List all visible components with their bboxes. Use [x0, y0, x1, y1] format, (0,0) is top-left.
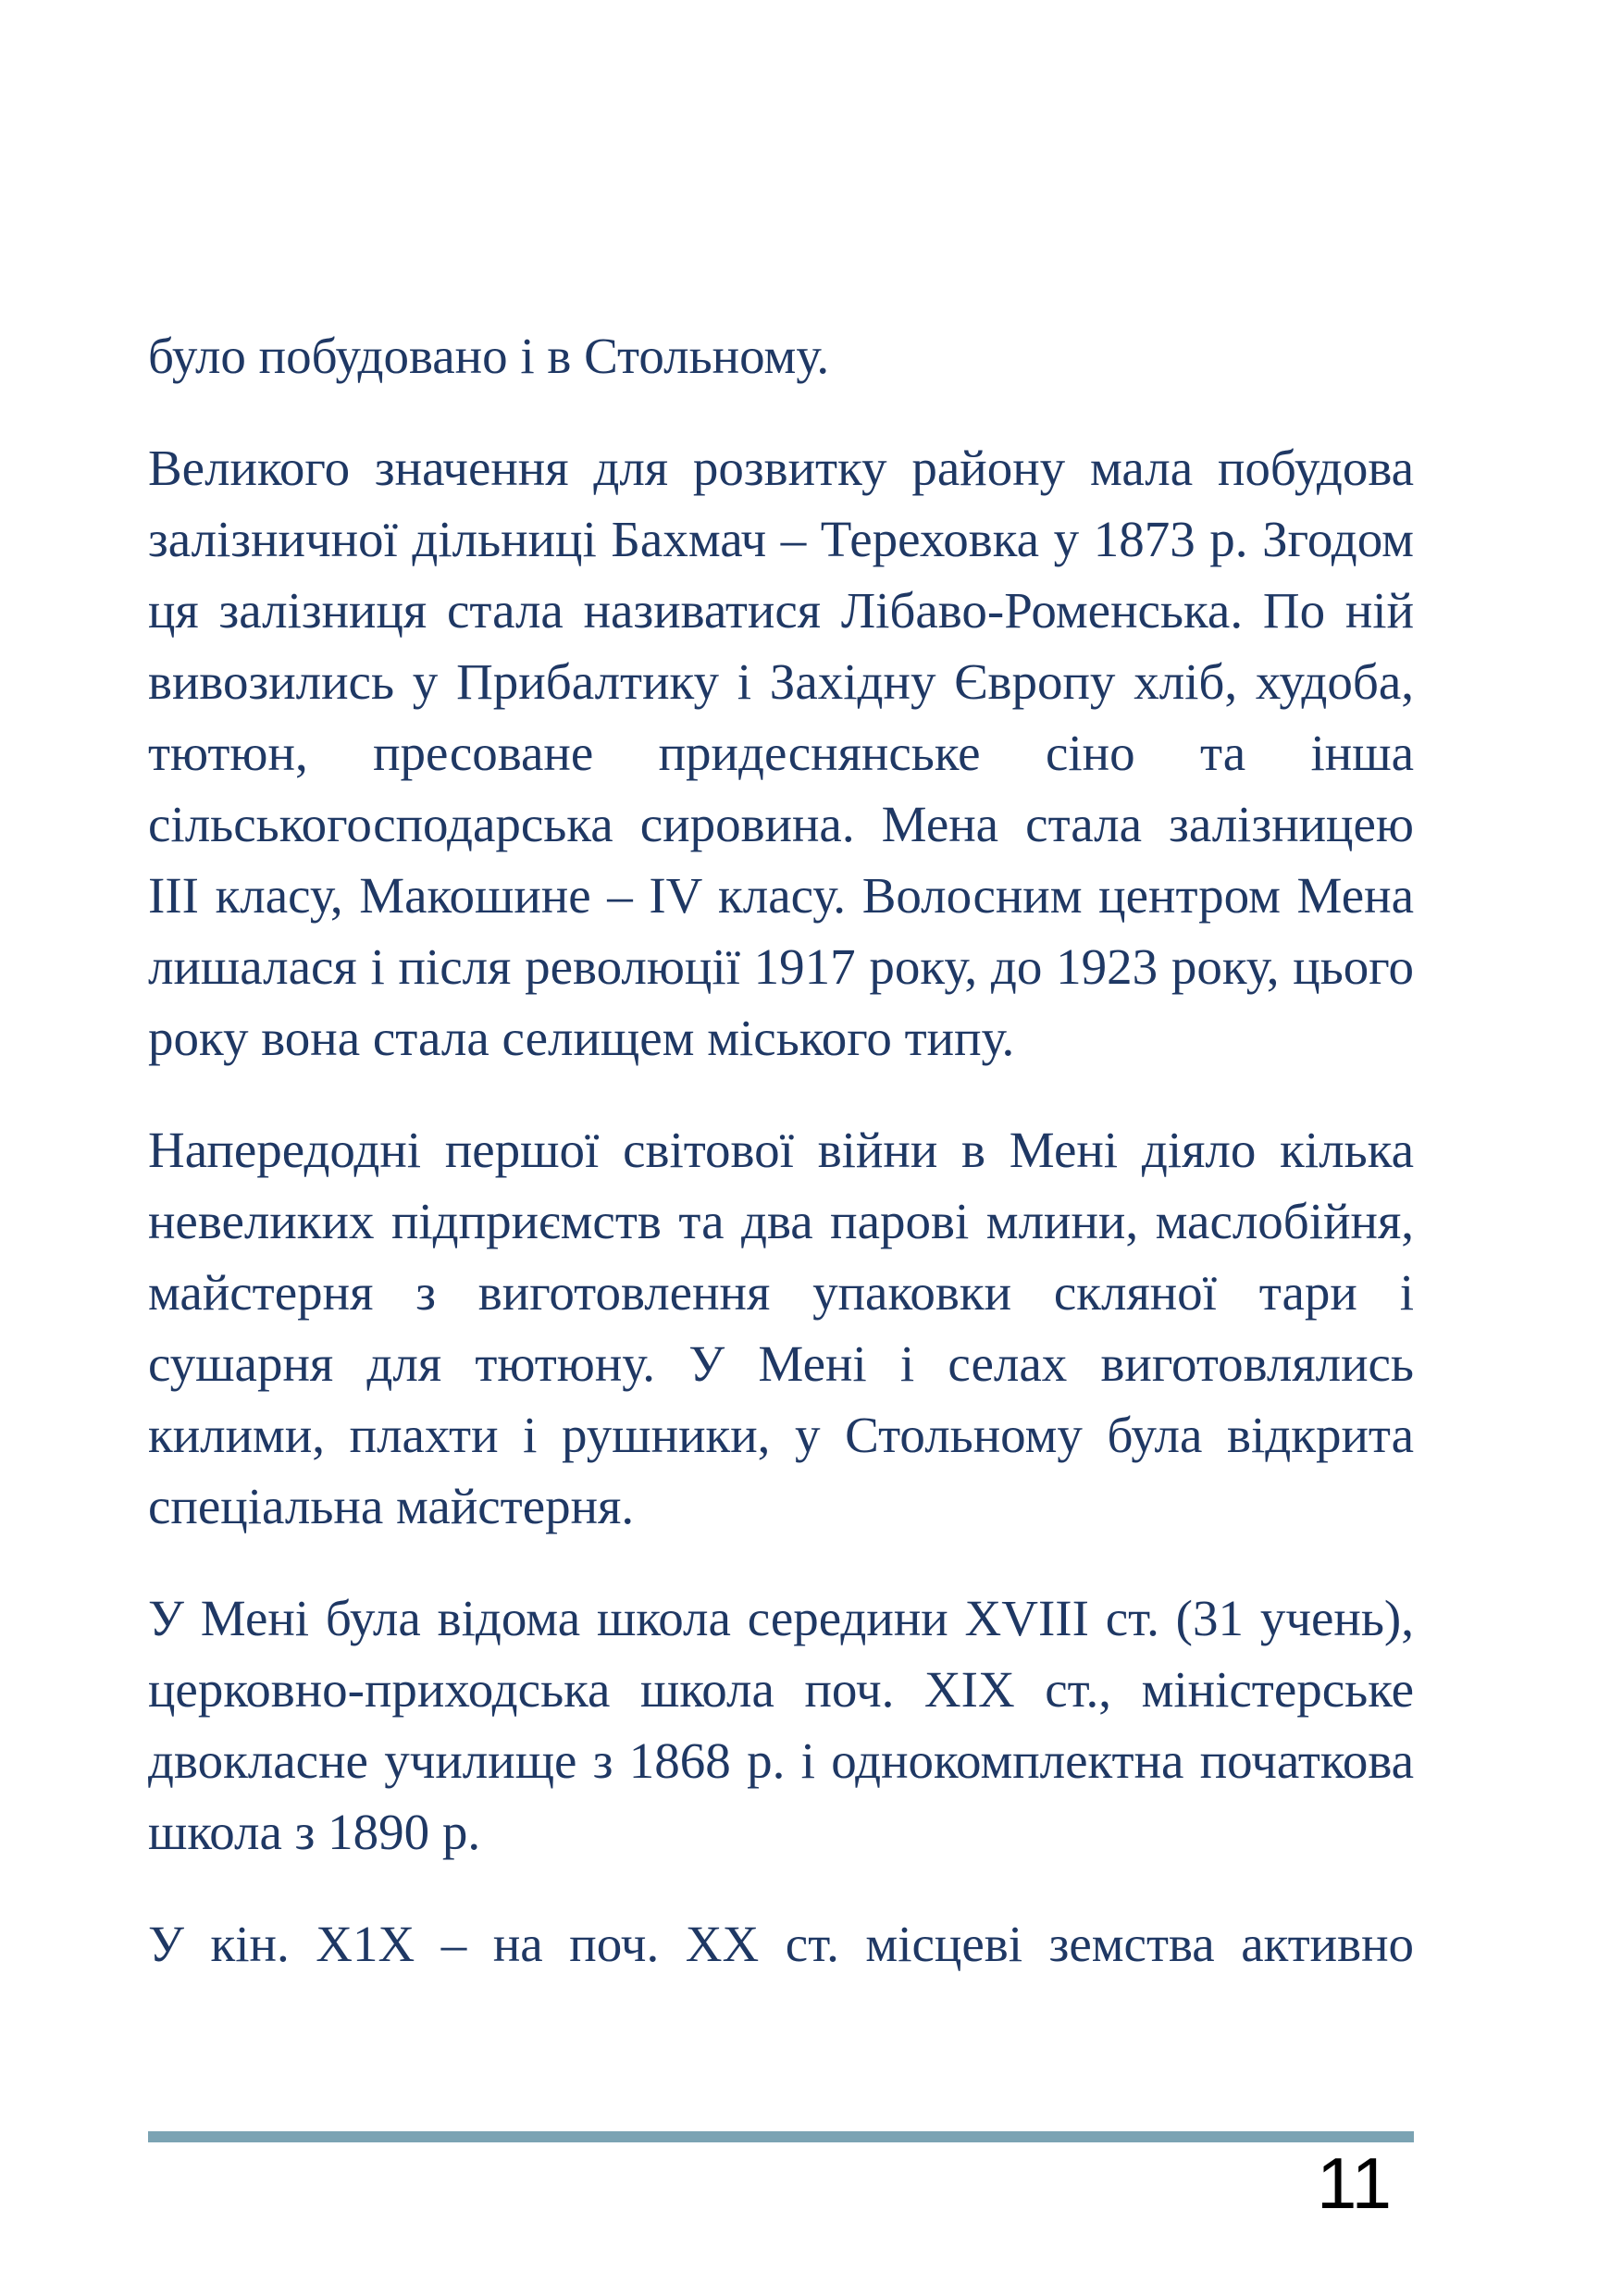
- footer-rule: [148, 2131, 1414, 2142]
- page-number: 11: [1317, 2142, 1392, 2224]
- paragraph-4: У Мені була відома школа середини XVIII ст. (31 учень), церковно-приходська школа поч. XIX ст., міністерське двокласне училище з 1868 р. і однокомплектна початкова школа з 1890 р.: [148, 1590, 1414, 1860]
- paragraph-5: У кін. Х1Х – на поч. ХХ ст. місцеві земства активно: [148, 1916, 1414, 1972]
- page-body-text: [148, 320, 1414, 1980]
- paragraph-1: було побудовано і в Стольному.: [148, 328, 830, 384]
- paragraph-2: Великого значення для розвитку району мала побудова залізничної дільниці Бахмач – Тереховка у 1873 р. Згодом ця залізниця стала називатися Лібаво-Роменська. По ній вивозились у Прибалтику і Західну Європу хліб, худоба, тютюн, пресоване придеснянське сіно та інша сільськогосподарська сировина. Мена стала залізницею III класу, Макошине – IV класу. Волосним центром Мена лишалася і після революції 1917 року, до 1923 року, цього року вона стала селищем міського типу.: [148, 440, 1414, 1066]
- paragraph-3: Напередодні першої світової війни в Мені діяло кілька невеликих підприємств та два парові млини, маслобійня, майстерня з виготовлення упаковки скляної тари і сушарня для тютюну. У Мені і селах виготовлялись килими, плахти і рушники, у Стольному була відкрита спеціальна майстерня.: [148, 1122, 1414, 1534]
